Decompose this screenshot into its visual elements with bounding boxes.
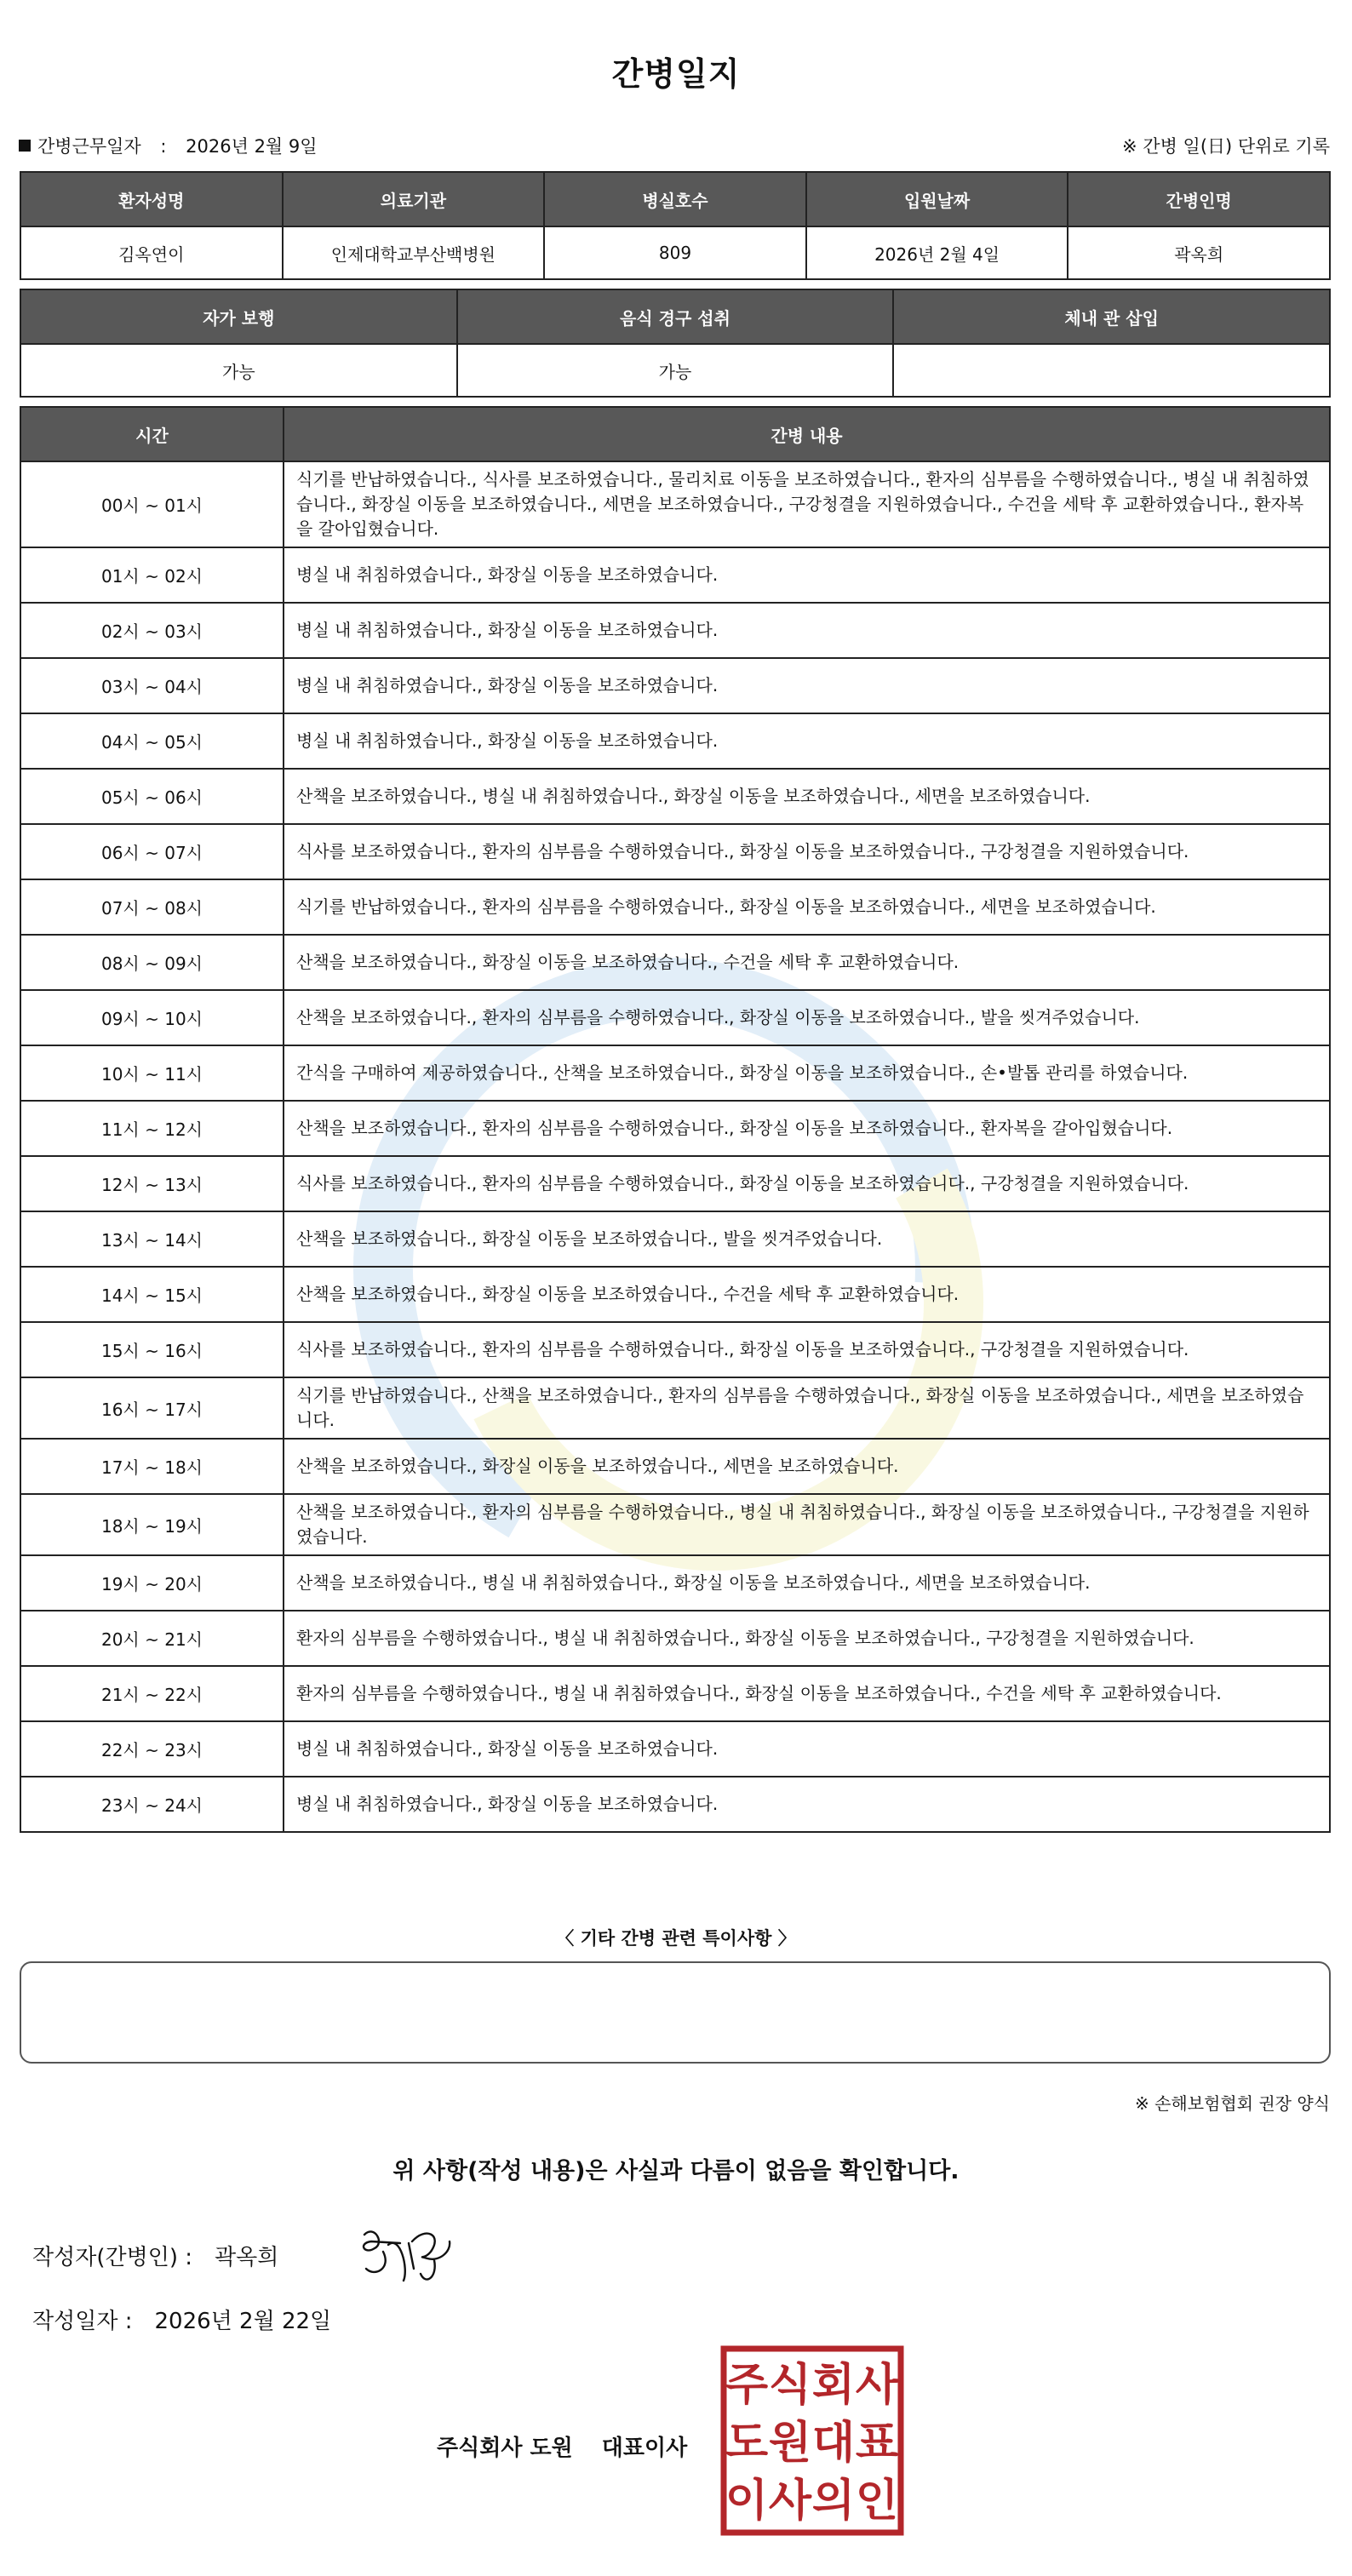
header-oral-intake: 음식 경구 섭취	[457, 289, 894, 344]
header-room: 병실호수	[544, 172, 806, 226]
seal-character: 원	[768, 2418, 812, 2469]
row-time: 14시 ~ 15시	[20, 1267, 284, 1322]
row-time: 10시 ~ 11시	[20, 1045, 284, 1101]
row-content: 산책을 보조하였습니다., 화장실 이동을 보조하였습니다., 세면을 보조하였습니다.	[284, 1439, 1330, 1494]
row-time: 01시 ~ 02시	[20, 547, 284, 603]
page-title: 간병일지	[611, 55, 741, 93]
row-time: 15시 ~ 16시	[20, 1322, 284, 1377]
header-hospital: 의료기관	[283, 172, 545, 226]
row-time: 21시 ~ 22시	[20, 1666, 284, 1721]
row-time: 06시 ~ 07시	[20, 824, 284, 879]
row-time: 02시 ~ 03시	[20, 603, 284, 658]
caregiver-name: 곽옥희	[1068, 226, 1330, 279]
table-row	[20, 1721, 1330, 1777]
table-row	[20, 1156, 1330, 1211]
tube-insertion-value	[893, 344, 1330, 397]
row-time: 04시 ~ 05시	[20, 713, 284, 769]
row-content: 병실 내 취침하였습니다., 화장실 이동을 보조하였습니다.	[284, 713, 1330, 769]
row-time: 05시 ~ 06시	[20, 769, 284, 824]
seal-character: 도	[725, 2418, 769, 2469]
row-time: 11시 ~ 12시	[20, 1101, 284, 1156]
row-content: 식기를 반납하였습니다., 식사를 보조하였습니다., 물리치료 이동을 보조하였습니다., 환자의 심부름을 수행하였습니다., 병실 내 취침하였습니다., 화장실 이동을 보조하였습니다., 세면을 보조하였습니다., 구강청결을 지원하였습니다., 수건을 세탁 후 교환하였습니다., 환자복을 갈아입혔습니다.	[284, 461, 1330, 547]
row-content: 산책을 보조하였습니다., 환자의 심부름을 수행하였습니다., 화장실 이동을 보조하였습니다., 환자복을 갈아입혔습니다.	[284, 1101, 1330, 1156]
author-line	[32, 2240, 278, 2271]
seal-character: 표	[855, 2418, 899, 2469]
seal-character: 식	[768, 2360, 812, 2411]
row-content: 병실 내 취침하였습니다., 화장실 이동을 보조하였습니다.	[284, 603, 1330, 658]
table-row	[20, 1045, 1330, 1101]
work-date-label: 간병근무일자	[37, 136, 141, 157]
table-row	[20, 1322, 1330, 1377]
work-date-value: 2026년 2월 9일	[186, 136, 318, 157]
signature-image	[349, 2218, 477, 2294]
row-content: 산책을 보조하였습니다., 환자의 심부름을 수행하였습니다., 화장실 이동을 보조하였습니다., 발을 씻겨주었습니다.	[284, 990, 1330, 1045]
row-time: 17시 ~ 18시	[20, 1439, 284, 1494]
table-row	[20, 1494, 1330, 1555]
row-content: 간식을 구매하여 제공하였습니다., 산책을 보조하였습니다., 화장실 이동을 보조하였습니다., 손•발톱 관리를 하였습니다.	[284, 1045, 1330, 1101]
seal-character: 의	[811, 2476, 856, 2527]
room-number: 809	[544, 226, 806, 279]
row-time: 16시 ~ 17시	[20, 1377, 284, 1439]
notes-title: 〈 기타 간병 관련 특이사항 〉	[556, 1928, 796, 1949]
oral-intake-value: 가능	[457, 344, 894, 397]
header-care-content: 간병 내용	[284, 407, 1330, 461]
row-content: 식기를 반납하였습니다., 산책을 보조하였습니다., 환자의 심부름을 수행하였습니다., 화장실 이동을 보조하였습니다., 세면을 보조하였습니다.	[284, 1377, 1330, 1439]
header-patient-name: 환자성명	[20, 172, 283, 226]
form-note: ※ 손해보험협회 권장 양식	[1134, 2093, 1330, 2114]
written-date-value: 2026년 2월 22일	[154, 2309, 332, 2334]
notes-field[interactable]	[20, 1961, 1331, 2064]
patient-info-table	[20, 171, 1331, 280]
row-time: 03시 ~ 04시	[20, 658, 284, 713]
row-time: 20시 ~ 21시	[20, 1611, 284, 1666]
row-content: 산책을 보조하였습니다., 화장실 이동을 보조하였습니다., 수건을 세탁 후 교환하였습니다.	[284, 1267, 1330, 1322]
seal-character: 회	[811, 2360, 856, 2411]
patient-name: 김옥연이	[20, 226, 283, 279]
header-caregiver: 간병인명	[1068, 172, 1330, 226]
written-date-line	[32, 2304, 331, 2335]
patient-status-table	[20, 289, 1331, 398]
table-row	[20, 1777, 1330, 1832]
table-row	[20, 547, 1330, 603]
table-row	[20, 824, 1330, 879]
table-row	[20, 713, 1330, 769]
company-name: 주식회사 도원	[437, 2436, 573, 2461]
care-log-body	[20, 461, 1330, 1832]
row-content: 병실 내 취침하였습니다., 화장실 이동을 보조하였습니다.	[284, 1721, 1330, 1777]
seal-character: 주	[725, 2360, 769, 2411]
row-time: 12시 ~ 13시	[20, 1156, 284, 1211]
row-content: 환자의 심부름을 수행하였습니다., 병실 내 취침하였습니다., 화장실 이동을 보조하였습니다., 수건을 세탁 후 교환하였습니다.	[284, 1666, 1330, 1721]
unit-note: ※ 간병 일(日) 단위로 기록	[1122, 136, 1330, 157]
row-time: 13시 ~ 14시	[20, 1211, 284, 1267]
row-time: 07시 ~ 08시	[20, 879, 284, 935]
row-content: 식사를 보조하였습니다., 환자의 심부름을 수행하였습니다., 화장실 이동을 보조하였습니다., 구강청결을 지원하였습니다.	[284, 1322, 1330, 1377]
row-time: 19시 ~ 20시	[20, 1555, 284, 1611]
row-content: 산책을 보조하였습니다., 환자의 심부름을 수행하였습니다., 병실 내 취침하였습니다., 화장실 이동을 보조하였습니다., 구강청결을 지원하였습니다.	[284, 1494, 1330, 1555]
row-content: 식사를 보조하였습니다., 환자의 심부름을 수행하였습니다., 화장실 이동을 보조하였습니다., 구강청결을 지원하였습니다.	[284, 824, 1330, 879]
company-role: 대표이사	[601, 2436, 688, 2461]
author-label: 작성자(간병인) :	[32, 2245, 193, 2270]
row-time: 18시 ~ 19시	[20, 1494, 284, 1555]
row-content: 병실 내 취침하였습니다., 화장실 이동을 보조하였습니다.	[284, 658, 1330, 713]
table-row	[20, 1101, 1330, 1156]
table-row	[20, 935, 1330, 990]
table-row	[20, 461, 1330, 547]
row-content: 산책을 보조하였습니다., 병실 내 취침하였습니다., 화장실 이동을 보조하였습니다., 세면을 보조하였습니다.	[284, 769, 1330, 824]
bullet-square-icon	[19, 140, 31, 152]
seal-character: 사	[768, 2476, 812, 2527]
company-seal-stamp	[719, 2344, 905, 2537]
self-walking-value: 가능	[20, 344, 457, 397]
table-row	[20, 658, 1330, 713]
seal-character: 이	[725, 2476, 769, 2527]
written-date-label: 작성일자 :	[32, 2309, 133, 2334]
table-row	[20, 1377, 1330, 1439]
seal-character: 대	[811, 2418, 856, 2469]
row-content: 산책을 보조하였습니다., 병실 내 취침하였습니다., 화장실 이동을 보조하였습니다., 세면을 보조하였습니다.	[284, 1555, 1330, 1611]
header-self-walking: 자가 보행	[20, 289, 457, 344]
row-content: 식사를 보조하였습니다., 환자의 심부름을 수행하였습니다., 화장실 이동을 보조하였습니다., 구강청결을 지원하였습니다.	[284, 1156, 1330, 1211]
author-name: 곽옥희	[215, 2245, 279, 2270]
table-row	[20, 1555, 1330, 1611]
care-log-table	[20, 406, 1331, 1833]
header-time: 시간	[20, 407, 284, 461]
row-time: 23시 ~ 24시	[20, 1777, 284, 1832]
row-content: 식기를 반납하였습니다., 환자의 심부름을 수행하였습니다., 화장실 이동을 보조하였습니다., 세면을 보조하였습니다.	[284, 879, 1330, 935]
row-content: 환자의 심부름을 수행하였습니다., 병실 내 취침하였습니다., 화장실 이동을 보조하였습니다., 구강청결을 지원하였습니다.	[284, 1611, 1330, 1666]
table-row	[20, 879, 1330, 935]
row-time: 08시 ~ 09시	[20, 935, 284, 990]
table-row	[20, 1666, 1330, 1721]
company-line	[437, 2430, 687, 2462]
row-content: 산책을 보조하였습니다., 화장실 이동을 보조하였습니다., 수건을 세탁 후 교환하였습니다.	[284, 935, 1330, 990]
work-date	[19, 133, 318, 158]
row-content: 산책을 보조하였습니다., 화장실 이동을 보조하였습니다., 발을 씻겨주었습니다.	[284, 1211, 1330, 1267]
header-tube-insertion: 체내 관 삽입	[893, 289, 1330, 344]
table-row	[20, 1211, 1330, 1267]
table-row	[20, 1611, 1330, 1666]
row-content: 병실 내 취침하였습니다., 화장실 이동을 보조하였습니다.	[284, 1777, 1330, 1832]
table-row	[20, 769, 1330, 824]
hospital-name: 인제대학교부산백병원	[283, 226, 545, 279]
admission-date: 2026년 2월 4일	[806, 226, 1068, 279]
seal-character: 인	[855, 2476, 899, 2527]
confirmation-statement: 위 사항(작성 내용)은 사실과 다름이 없음을 확인합니다.	[392, 2158, 960, 2184]
row-time: 00시 ~ 01시	[20, 461, 284, 547]
table-row	[20, 603, 1330, 658]
seal-character: 사	[855, 2360, 899, 2411]
work-date-separator: :	[160, 136, 167, 157]
row-content: 병실 내 취침하였습니다., 화장실 이동을 보조하였습니다.	[284, 547, 1330, 603]
header-admission-date: 입원날짜	[806, 172, 1068, 226]
table-row	[20, 1439, 1330, 1494]
row-time: 22시 ~ 23시	[20, 1721, 284, 1777]
table-row	[20, 1267, 1330, 1322]
table-row	[20, 990, 1330, 1045]
row-time: 09시 ~ 10시	[20, 990, 284, 1045]
